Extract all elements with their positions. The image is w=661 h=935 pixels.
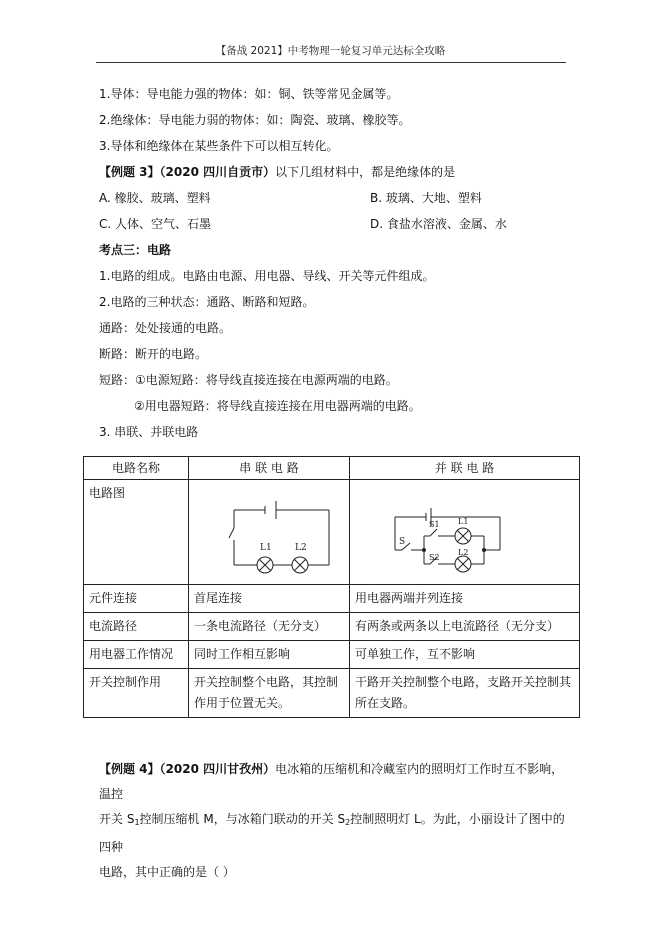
page-header: 【备战 2021】中考物理一轮复习单元达标全攻略: [215, 45, 446, 57]
option-d: D. 食盐水溶液、金属、水: [370, 217, 507, 231]
table-row: [84, 669, 580, 718]
parallel-s2-label: S2: [429, 553, 440, 562]
row-parallel: 可单独工作，互不影响: [350, 641, 580, 669]
row-label: 元件连接: [84, 585, 189, 613]
example4-tag: 【例题 4】: [99, 762, 160, 776]
section3-line6: ②用电器短路：将导线直接连接在用电器两端的电路。: [134, 399, 421, 413]
row-series: 同时工作相互影响: [189, 641, 350, 669]
series-circuit-diagram: [189, 480, 350, 590]
row-label: 用电器工作情况: [84, 641, 189, 669]
option-c: C. 人体、空气、石墨: [99, 217, 212, 231]
example4-sub2: 2: [345, 818, 351, 827]
series-l2-label: L2: [295, 543, 307, 553]
series-l1-label: L1: [260, 543, 272, 553]
row-parallel: 有两条或两条以上电流路径（无分支）: [350, 613, 580, 641]
parallel-junction-right: [482, 548, 486, 552]
row-series: 首尾连接: [189, 585, 350, 613]
parallel-l1-label: L1: [458, 517, 469, 526]
series-circuit-cell: [189, 480, 350, 585]
row-parallel: 用电器两端并列连接: [350, 585, 580, 613]
section3-line1: 1.电路的组成。电路由电源、用电器、导线、开关等元件组成。: [99, 269, 435, 283]
example4-text2c: 控制照明灯 L。为此，小丽设计了图中的四种: [99, 812, 565, 854]
parallel-circuit-diagram: [350, 480, 580, 590]
section3-line2: 2.电路的三种状态：通路、断路和短路。: [99, 295, 315, 309]
row-label: 电流路径: [84, 613, 189, 641]
section3-title: 考点三：电路: [99, 243, 172, 257]
example4-text1: 电冰箱的压缩机和冷藏室内的照明灯工作时互不影响，温控: [99, 762, 564, 801]
example4-question: [99, 757, 569, 885]
parallel-l2-label: L2: [458, 548, 469, 557]
example4-line2: [99, 807, 569, 860]
parallel-s-label: S: [399, 537, 406, 547]
note-conversion: 3.导体和绝缘体在某些条件下可以相互转化。: [99, 139, 339, 153]
note-insulator: 2.绝缘体：导电能力弱的物体：如：陶瓷、玻璃、橡胶等。: [99, 113, 411, 127]
example3-source: （2020 四川自贡市）: [159, 165, 276, 179]
circuit-comparison-table: [83, 456, 580, 718]
row-series: 开关控制整个电路，其控制作用于位置无关。: [189, 669, 350, 718]
parallel-s1-label: S1: [429, 520, 440, 529]
note-conductor: 1.导体：导电能力强的物体：如：铜、铁等常见金属等。: [99, 87, 399, 101]
example4-text2b: 控制压缩机 M，与冰箱门联动的开关 S: [139, 812, 346, 826]
section3-line3: 通路：处处接通的电路。: [99, 321, 232, 335]
series-lamp-l2: [292, 557, 308, 573]
parallel-lamp-l2: [455, 556, 471, 572]
row-parallel: 干路开关控制整个电路，支路开关控制其所在支路。: [350, 669, 580, 718]
section3-line5: 短路：①电源短路：将导线直接连接在电源两端的电路。: [99, 373, 398, 387]
section3-line7: 3. 串联、并联电路: [99, 425, 199, 439]
option-b: B. 玻璃、大地、塑料: [370, 191, 482, 205]
table-header-row: [84, 457, 580, 480]
section3-line4: 断路：断开的电路。: [99, 347, 208, 361]
example3-text: 以下几组材料中，都是绝缘体的是: [275, 165, 456, 179]
table-row: [84, 613, 580, 641]
example3-question: [99, 164, 455, 180]
option-a: A. 橡胶、玻璃、塑料: [99, 191, 211, 205]
header-series: 串 联 电 路: [189, 457, 350, 480]
example4-line3: 电路，其中正确的是（ ）: [99, 865, 235, 879]
series-lamp-l1: [257, 557, 273, 573]
table-row-diagram: [84, 480, 580, 585]
example4-line1: [99, 757, 569, 807]
parallel-lamp-l1: [455, 528, 471, 544]
parallel-circuit-cell: [350, 480, 580, 585]
diagram-row-label: 电路图: [84, 480, 189, 585]
table-row: [84, 641, 580, 669]
example4-source: （2020 四川甘孜州）: [159, 762, 276, 776]
example3-tag: 【例题 3】: [99, 165, 160, 179]
parallel-junction-left: [422, 548, 426, 552]
example4-sub1: 1: [134, 818, 140, 827]
example4-text2a: 开关 S: [99, 812, 135, 826]
header-rule: [96, 62, 566, 63]
row-label: 开关控制作用: [84, 669, 189, 718]
row-series: 一条电流路径（无分支）: [189, 613, 350, 641]
header-parallel: 并 联 电 路: [350, 457, 580, 480]
header-name: 电路名称: [84, 457, 189, 480]
